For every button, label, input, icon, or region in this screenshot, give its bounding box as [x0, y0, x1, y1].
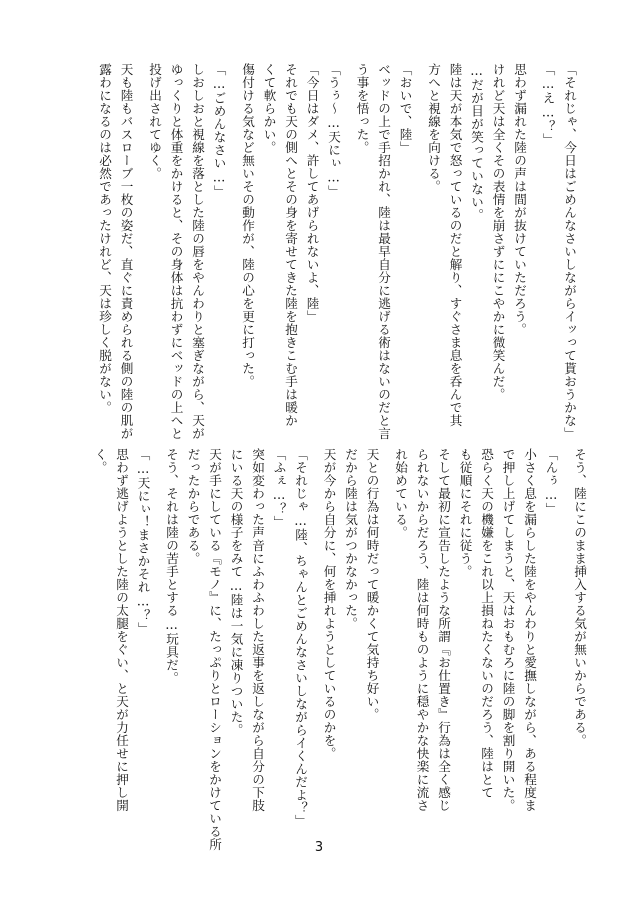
text-line: 「おいで、陸」: [397, 63, 413, 154]
paragraph-gap: [311, 448, 318, 788]
text-line: 傷付ける気など無いその動作が、陸の心を更に打った。: [240, 63, 255, 388]
top-text-block: [70, 63, 580, 440]
text-line: 天が手にしている『モノ』に、たっぷりとローションをかけている所: [207, 448, 222, 851]
text-line: く。: [92, 448, 108, 474]
text-line: だったからである。: [185, 448, 201, 565]
paragraph-gap: [137, 63, 144, 423]
text-line: 「ふぇ…？」: [271, 448, 287, 529]
page-number: 3: [314, 840, 324, 855]
paragraph-gap: [230, 63, 237, 423]
text-line: だから陸は気がつかなかった。: [343, 448, 358, 630]
text-line: 天との行為は何時だって暖かくて気持ち好い。: [364, 448, 380, 721]
paragraph-gap: [530, 63, 537, 423]
text-line: 方へと視線を向ける。: [426, 63, 441, 193]
text-line: にいる天の様子をみて…陸は一気に凍りついた。: [228, 448, 244, 737]
text-line: 「それじゃ…陸、ちゃんとごめんなさいしながらイくんだよ？」: [293, 448, 308, 828]
text-line: も従順にそれに従う。: [457, 448, 473, 578]
text-line: 突如変わった声音にふわふわした返事を返しながら自分の下肢: [250, 448, 265, 812]
paragraph-gap: [416, 63, 423, 423]
paragraph-gap: [344, 63, 351, 423]
text-line: 投げ出されてゆく。: [147, 63, 162, 180]
text-line: 「んぅ…」: [543, 448, 559, 516]
text-line: られないからだろう、陸は何時ものように穏やかな快楽に流さ: [414, 448, 430, 812]
text-line: くて軟らかい。: [261, 63, 277, 154]
text-line: そして最初に宣告したような所謂『お仕置き』行為は全く感じ: [436, 448, 451, 812]
text-line: 天も陸もバスローブ一枚の姿だ、直ぐに責められる側の陸の肌が: [118, 63, 134, 440]
text-line: で押し上げてしまうと、天はおもむろに陸の脚を割り開いた。: [500, 448, 516, 812]
text-line: 露わになるのは必然であったけれど、天は珍しく脱がない。: [97, 63, 112, 414]
text-line: 小さく息を漏らした陸をやんわりと愛撫しながら、ある程度ま: [522, 448, 537, 812]
paragraph-gap: [383, 448, 390, 788]
text-line: 思わず逃げようとした陸の太腿をぐい、と天が力任せに押し開: [114, 448, 129, 812]
paragraph-gap: [562, 448, 569, 788]
text-line: 「…え…？」: [540, 63, 556, 146]
text-line: 思わず漏れた陸の声は間が抜けていただろう。: [512, 63, 527, 336]
text-line: それでも天の側へとその身を寄せてきた陸を抱きこむ手は暖か: [283, 63, 298, 427]
text-line: れ始めている。: [393, 448, 408, 539]
text-line: 「…天にぃ！まさかそれ…？」: [135, 448, 151, 635]
text-line: しおしおと視線を落とした陸の唇をやんわりと塞ぎながら、天が: [190, 63, 205, 440]
text-line: 「それじゃ、今日はごめんなさいしながらイッって貰おうかな」: [562, 63, 577, 440]
text-line: ゆっくりと体重をかけると、その身体は抗わずにベッドの上へと: [168, 63, 184, 440]
text-line: 「…ごめんなさい…」: [211, 63, 227, 198]
paragraph-gap: [154, 448, 161, 788]
text-line: 陸は天が本気で怒っているのだと解り、すぐさま息を呑んで其: [447, 63, 463, 427]
text-line: そう、それは陸の苦手とする…玩具だ。: [164, 448, 179, 685]
text-line: …だが目が笑っていない。: [469, 63, 484, 222]
text-line: 恐らく天の機嫌をこれ以上損ねたくないのだろう、陸はとて: [479, 448, 494, 799]
text-line: 「うぅ～…天にぃ…」: [326, 63, 341, 198]
text-line: そう、陸にこのまま挿入する気が無いからである。: [572, 448, 587, 747]
text-line: う事を悟った。: [354, 63, 370, 154]
bottom-text-block: [60, 448, 590, 851]
text-line: けれど天は全くその表情を崩さずににこやかに微笑んだ。: [490, 63, 506, 401]
text-line: 「今日はダメ、許してあげられないよ、陸」: [304, 63, 320, 323]
text-line: 天が今から自分に、何を挿れようとしているのかを。: [321, 448, 337, 760]
text-line: ベッドの上で手招かれ、陸は最早自分に逃げる術はないのだと言: [376, 63, 391, 440]
